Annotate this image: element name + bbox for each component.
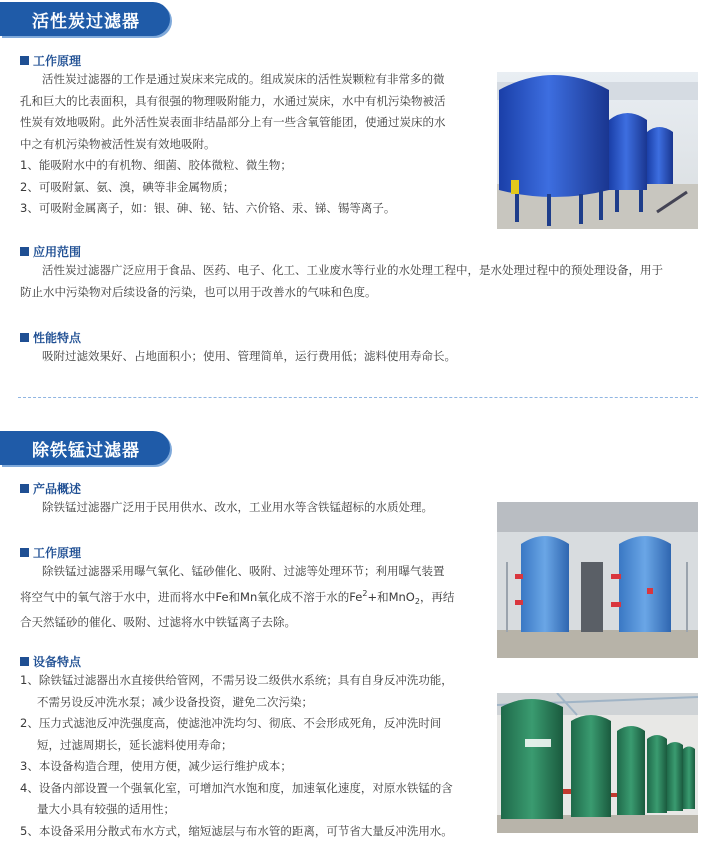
text-line: 短，过滤周期长，延长滤料使用寿命； — [37, 737, 233, 752]
iron-manganese-filter-photo — [497, 502, 698, 658]
text-line: 3、可吸附金属离子，如：银、砷、铋、钴、六价铬、汞、锑、锡等离子。 — [20, 201, 396, 215]
heading-label: 应用范围 — [33, 245, 82, 259]
text-line: 活性炭过滤器的工作是通过炭床来完成的。组成炭床的活性炭颗粒有非常多的微 — [42, 72, 445, 86]
heading-equipment-features — [20, 653, 81, 670]
text-line: 5、本设备采用分散式布水方式，缩短滤层与布水管的距离，可节省大量反冲洗用水。 — [20, 823, 453, 838]
text-segment: ，再结 — [419, 589, 455, 604]
square-bullet-icon — [20, 56, 29, 65]
section-banner-carbon-filter — [0, 2, 170, 36]
text-line: 性炭有效地吸附。此外活性炭表面非结晶部分上有一些含氧管能团，使通过炭床的水 — [20, 115, 446, 129]
square-bullet-icon — [20, 247, 29, 256]
heading-principle-2 — [20, 544, 81, 561]
carbon-filter-tanks-photo — [497, 72, 698, 229]
superscript: 2 — [362, 588, 368, 598]
heading-label: 工作原理 — [33, 54, 82, 68]
heading-label: 性能特点 — [33, 331, 82, 345]
text-line: 除铁锰过滤器广泛用于民用供水、改水，工业用水等含铁锰超标的水质处理。 — [42, 500, 433, 514]
heading-principle — [20, 52, 81, 69]
overview-text — [20, 497, 490, 519]
text-line: 吸附过滤效果好、占地面积小；使用、管理简单，运行费用低；滤料使用寿命长。 — [42, 349, 456, 363]
heading-features — [20, 329, 81, 346]
text-line: 3、本设备构造合理，使用方便，减少运行维护成本； — [20, 759, 292, 773]
square-bullet-icon — [20, 333, 29, 342]
heading-label: 产品概述 — [33, 482, 82, 496]
text-line: 除铁锰过滤器采用曝气氧化、锰砂催化、吸附、过滤等处理环节；利用曝气装置 — [42, 564, 445, 578]
text-line: 4、设备内部设置一个强氧化室，可增加汽水饱和度，加速氧化速度，对原水铁锰的含 — [20, 780, 453, 795]
text-line: 防止水中污染物对后续设备的污染，也可以用于改善水的气味和色度。 — [20, 284, 377, 299]
text-line-formula — [20, 583, 490, 613]
principle-text — [20, 69, 488, 220]
text-line: 2、压力式滤池反冲洗强度高，使滤池冲洗均匀、彻底、不会形成死角，反冲洗时间 — [20, 716, 442, 730]
features-text — [20, 346, 702, 368]
equipment-features-text — [20, 670, 490, 842]
square-bullet-icon — [20, 548, 29, 557]
text-line: 量大小具有较强的适用性； — [37, 802, 175, 816]
text-line: 中之有机污染物被活性炭有效地吸附。 — [20, 136, 216, 151]
text-line: 孔和巨大的比表面积，具有很强的物理吸附能力，水通过炭床，水中有机污染物被活 — [20, 93, 446, 108]
principle-text-2 — [20, 561, 490, 634]
text-segment: +和MnO — [367, 589, 415, 604]
text-line: 1、除铁锰过滤器出水直接供给管网，不需另设二级供水系统；具有自身反冲洗功能， — [20, 673, 453, 687]
square-bullet-icon — [20, 484, 29, 493]
section-title: 除铁锰过滤器 — [32, 440, 140, 461]
section-title: 活性炭过滤器 — [32, 11, 140, 32]
section-banner-iron-manganese-filter — [0, 431, 170, 465]
heading-application — [20, 243, 81, 260]
text-segment: 将空气中的氧气溶于水中，进而将水中Fe和Mn氧化成不溶于水的Fe — [20, 589, 363, 604]
heading-overview — [20, 480, 81, 497]
section-divider — [18, 397, 698, 398]
text-line: 1、能吸附水中的有机物、细菌、胶体微粒、微生物； — [20, 158, 292, 172]
text-line: 不需另设反冲洗水泵；减少设备投资，避免二次污染； — [37, 694, 313, 709]
subscript: 2 — [414, 596, 420, 606]
text-line: 活性炭过滤器广泛应用于食品、医药、电子、化工、工业废水等行业的水处理工程中，是水处理过程中的预处理设备，用于 — [42, 263, 663, 277]
green-filter-tanks-photo — [497, 693, 698, 833]
square-bullet-icon — [20, 657, 29, 666]
application-text — [20, 260, 702, 303]
heading-label: 设备特点 — [33, 655, 82, 669]
text-line: 2、可吸附氯、氨、溴，碘等非金属物质； — [20, 179, 235, 194]
heading-label: 工作原理 — [33, 546, 82, 560]
text-line: 合天然锰砂的催化、吸附、过滤将水中铁锰离子去除。 — [20, 615, 296, 630]
